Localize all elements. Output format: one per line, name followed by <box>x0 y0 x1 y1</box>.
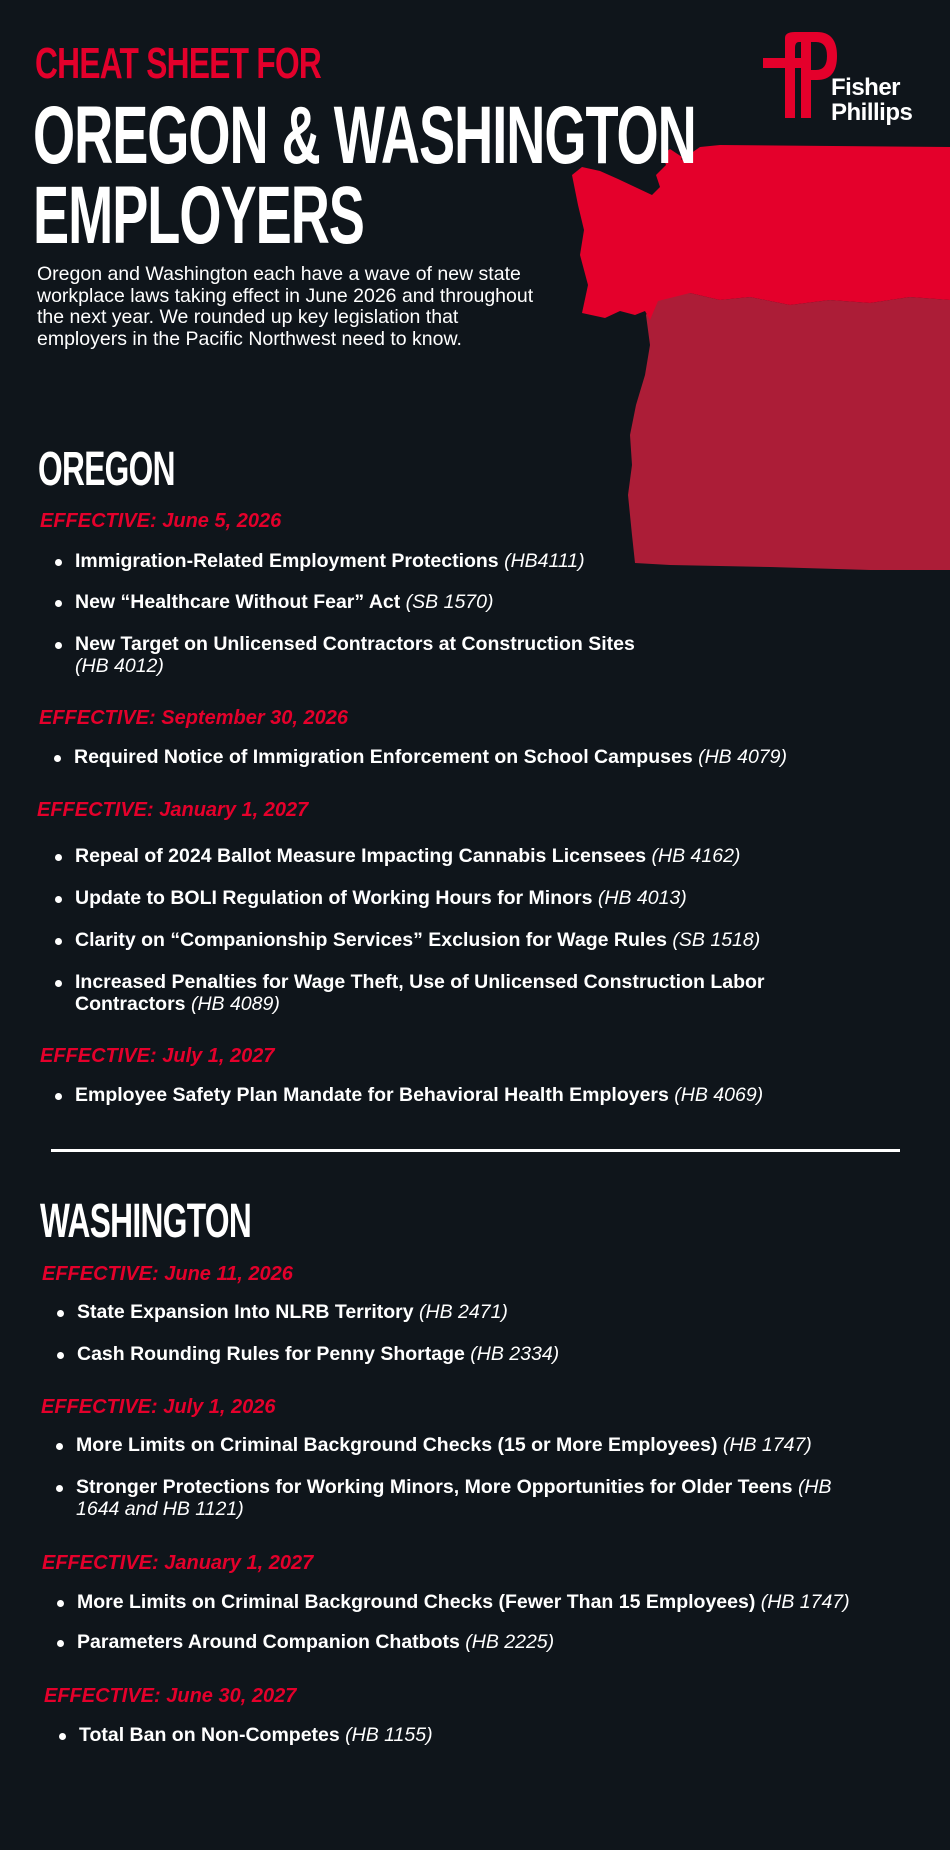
list-item: Increased Penalties for Wage Theft, Use of Unlicensed Construction Labor Contractors (HB 4089) <box>75 972 835 1015</box>
washington-effective-date: EFFECTIVE: January 1, 2027 <box>42 1552 314 1574</box>
logo-wordmark <box>831 75 912 125</box>
list-item: Clarity on “Companionship Services” Exclusion for Wage Rules (SB 1518) <box>75 929 761 951</box>
list-item: Employee Safety Plan Mandate for Behavioral Health Employers (HB 4069) <box>75 1084 764 1106</box>
list-item: Required Notice of Immigration Enforcement on School Campuses (HB 4079) <box>74 746 787 768</box>
header-kicker: CHEAT SHEET FOR <box>35 39 322 88</box>
washington-effective-date: EFFECTIVE: July 1, 2026 <box>41 1396 276 1418</box>
logo-line-1: Fisher <box>831 74 901 101</box>
list-item: Update to BOLI Regulation of Working Hours for Minors (HB 4013) <box>75 887 687 909</box>
list-item: More Limits on Criminal Background Checks (15 or More Employees) (HB 1747) <box>76 1434 812 1456</box>
oregon-heading: OREGON <box>38 443 175 496</box>
list-item: Repeal of 2024 Ballot Measure Impacting Cannabis Licensees (HB 4162) <box>75 845 741 867</box>
washington-effective-date: EFFECTIVE: June 11, 2026 <box>42 1263 293 1285</box>
page-title-line-2: EMPLOYERS <box>33 170 364 261</box>
page-title-line-1: OREGON & WASHINGTON <box>33 90 696 181</box>
fisher-phillips-logo <box>755 30 915 125</box>
list-item: Immigration-Related Employment Protections (HB4111) <box>75 550 585 572</box>
list-item: More Limits on Criminal Background Checks (Fewer Than 15 Employees) (HB 1747) <box>77 1591 850 1613</box>
list-item: Stronger Protections for Working Minors, More Opportunities for Older Teens (HB 1644 and HB 1121) <box>76 1477 856 1520</box>
list-item: New Target on Unlicensed Contractors at Construction Sites (HB 4012) <box>75 633 635 677</box>
oregon-map-shape <box>628 293 950 570</box>
logo-line-2: Phillips <box>831 99 913 126</box>
washington-heading: WASHINGTON <box>40 1195 252 1248</box>
intro-paragraph: Oregon and Washington each have a wave of new state workplace laws taking effect in June 2026 and throughout the next year. We rounded up key legislation that employers in the Pacific Northwest need to know. <box>37 263 534 350</box>
list-item: Total Ban on Non-Competes (HB 1155) <box>79 1724 433 1746</box>
oregon-effective-date: EFFECTIVE: June 5, 2026 <box>40 510 282 532</box>
oregon-effective-date: EFFECTIVE: September 30, 2026 <box>39 707 349 729</box>
list-item: State Expansion Into NLRB Territory (HB 2471) <box>77 1301 508 1323</box>
page-title <box>33 90 696 261</box>
list-item: Parameters Around Companion Chatbots (HB 2225) <box>77 1631 555 1653</box>
oregon-effective-date: EFFECTIVE: January 1, 2027 <box>37 799 309 821</box>
list-item: Cash Rounding Rules for Penny Shortage (HB 2334) <box>77 1343 560 1365</box>
fp-monogram-icon <box>755 30 840 120</box>
oregon-effective-date: EFFECTIVE: July 1, 2027 <box>40 1045 275 1067</box>
washington-effective-date: EFFECTIVE: June 30, 2027 <box>44 1685 297 1707</box>
section-divider <box>51 1149 900 1152</box>
list-item: New “Healthcare Without Fear” Act (SB 1570) <box>75 591 494 613</box>
